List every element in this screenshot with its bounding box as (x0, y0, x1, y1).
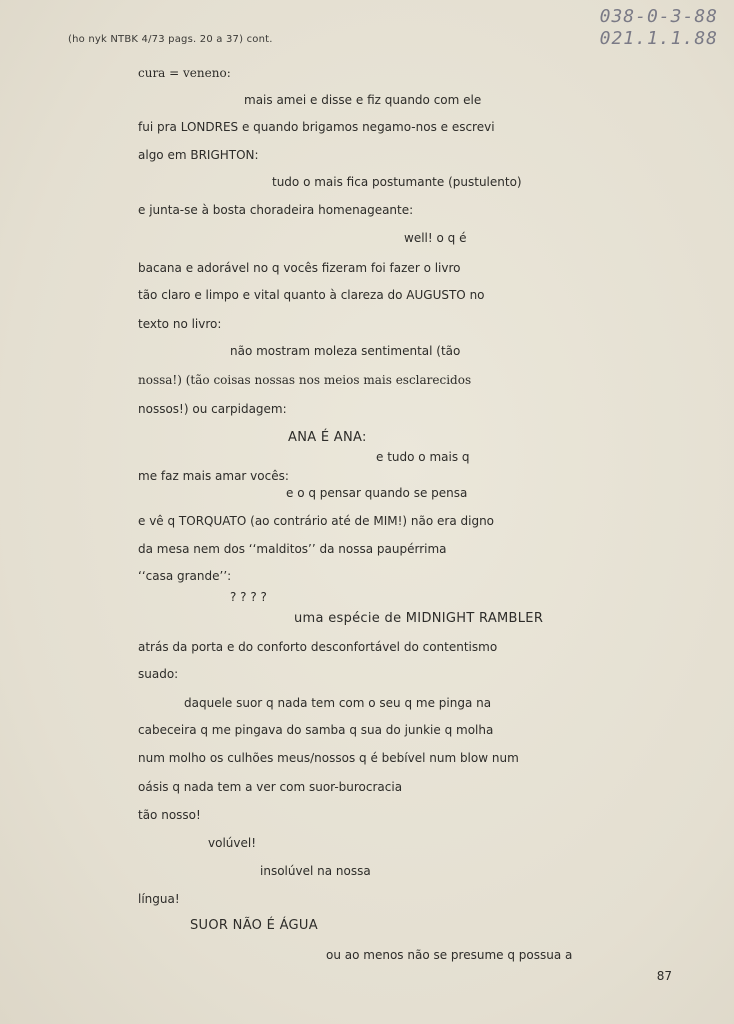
text-line: well! o q é (404, 231, 467, 245)
text-line: oásis q nada tem a ver com suor-burocracia (138, 780, 403, 794)
text-line: ? ? ? ? (230, 590, 267, 604)
text-line: ou ao menos não se presume q possua a (326, 948, 573, 962)
text-line: e o q pensar quando se pensa (286, 486, 468, 500)
archive-mark-line-1: 038-0-3-88 (599, 6, 718, 27)
text-line: fui pra LONDRES e quando brigamos negamo-nos e escrevi (138, 120, 495, 134)
text-line: num molho os culhões meus/nossos q é bebível num blow num (138, 751, 519, 765)
text-line: tão nosso! (138, 808, 201, 822)
text-line: cabeceira q me pingava do samba q sua do junkie q molha (138, 723, 494, 737)
text-line: tão claro e limpo e vital quanto à clareza do AUGUSTO no (138, 288, 485, 302)
archive-mark-line-2: 021.1.1.88 (599, 28, 718, 49)
text-line: atrás da porta e do conforto desconfortável do contentismo (138, 640, 498, 654)
text-line: volúvel! (208, 836, 257, 850)
text-line: bacana e adorável no q vocês fizeram foi fazer o livro (138, 261, 461, 275)
text-line: texto no livro: (138, 317, 222, 331)
text-line: não mostram moleza sentimental (tão (230, 344, 461, 358)
archive-catalog-marks (600, 6, 718, 50)
text-line: ANA É ANA: (288, 430, 367, 445)
text-line: nossos!) ou carpidagem: (138, 402, 287, 416)
text-line: ‘‘casa grande’’: (138, 569, 232, 583)
text-line: mais amei e disse e fiz quando com ele (244, 93, 482, 107)
text-line: SUOR NÃO É ÁGUA (190, 918, 318, 933)
text-line: da mesa nem dos ‘‘malditos’’ da nossa paupérrima (138, 542, 447, 556)
text-line: e tudo o mais q (376, 450, 470, 464)
text-line: suado: (138, 667, 179, 681)
text-line: língua! (138, 892, 180, 906)
text-line: me faz mais amar vocês: (138, 469, 289, 483)
text-line: cura = veneno: (138, 66, 231, 80)
text-line: e junta-se à bosta choradeira homenageante: (138, 203, 414, 217)
text-line: e vê q TORQUATO (ao contrário até de MIM!) não era digno (138, 514, 495, 528)
text-line: daquele suor q nada tem com o seu q me pinga na (184, 696, 492, 710)
text-line: algo em BRIGHTON: (138, 148, 259, 162)
notebook-reference: (ho nyk NTBK 4/73 pags. 20 a 37) cont. (68, 34, 273, 45)
text-line: nossa!) (tão coisas nossas nos meios mais esclarecidos (138, 373, 472, 387)
text-line: uma espécie de MIDNIGHT RAMBLER (294, 611, 544, 626)
text-line: insolúvel na nossa (260, 864, 371, 878)
page-number: 87 (656, 969, 672, 983)
text-line: tudo o mais fica postumante (pustulento) (272, 175, 522, 189)
